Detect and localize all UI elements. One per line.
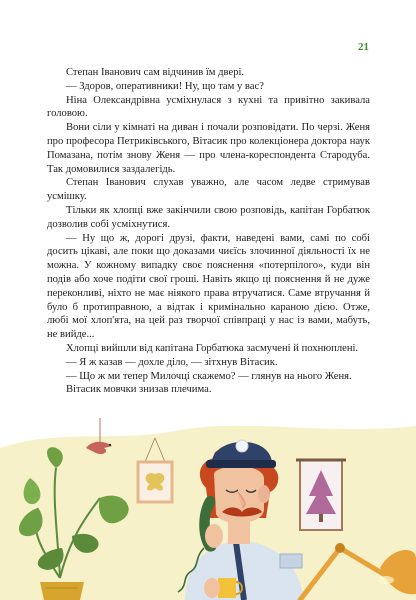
paragraph: Ніна Олександрівна усміхнулася з кухні та привітно закивала головою. [47,94,370,120]
illustration [0,418,416,600]
paragraph: — Ну що ж, дорогі друзі, факти, наведені вами, самі по собі досить цікаві, але поки що доказами чиєїсь злочинної діяльності їх не можна. У кожному випадку своє пояснення «потерпілого», куди він подів або хоче подіти свої гроші. Навіть якщо ці пояснення й не дуже переконливі, ніхто не має ніякого права втручатися. Саме втручання й було б протиправною, а відтак і кримінально караною дією. Отже, любі мої хлоп'ята, на цей раз творчої співпраці у нас із вами, мабуть, не вийде... [47,232,370,341]
paragraph: Тільки як хлопці вже закінчили свою розповідь, капітан Горбатюк дозволив собі усміхнутися. [47,204,370,230]
paragraph: — Я ж казав — дохле діло, — зітхнув Вітасик. [66,356,278,368]
paragraph: Степан Іванович сам відчинив їм двері. [66,67,245,78]
body-text [47,66,370,397]
paragraph: Вони сіли у кімнаті на диван і почали розповідати. По черзі. Женя про професора Петриківського, Вітасик про колекціонера доктора наук Помазана, потім знову Женя — про члена-кореспондента Стародуба. Так домовилися заздалегідь. [47,122,370,175]
paragraph: — Здоров, оперативники! Ну, що там у вас? [66,80,264,92]
paragraph: — Що ж ми тепер Милочці скажемо? — глянув на нього Женя. [66,370,352,382]
paragraph: Вітасик мовчки знизав плечима. [66,384,212,396]
paragraph: Хлопці вийшли від капітана Горбатюка засмучені й похнюплені. [66,342,359,354]
page-number: 21 [358,41,369,53]
tree-poster-icon [296,460,346,530]
paragraph: Степан Іванович слухав уважно, але часом ледве стримував усмішку. [47,177,370,203]
